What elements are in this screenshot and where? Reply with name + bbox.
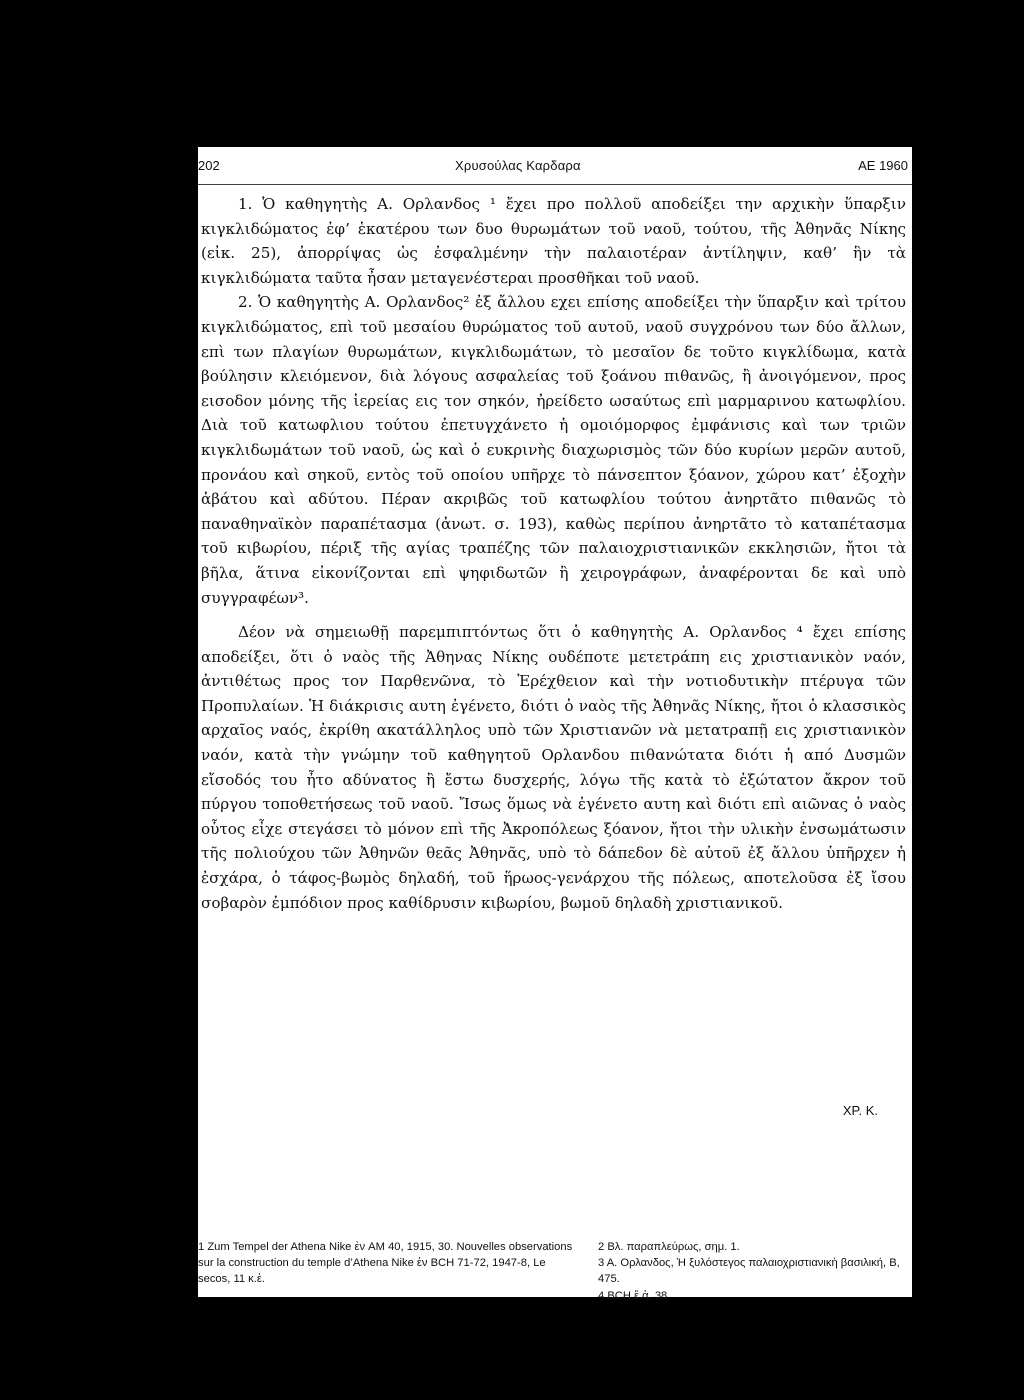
- footnote-2: 2 Βλ. παραπλεύρως, σημ. 1.: [598, 1241, 740, 1253]
- paragraph-1: 1. Ὁ καθηγητὴς Α. Ορλανδος ¹ ἔχει προ πολλοῦ αποδείξει την αρχικὴν ὕπαρξιν κιγκλιδώματος ἐφ’ ἑκατέρου των δυο θυρωμάτων τοῦ ναοῦ, τούτου, τῆς Ἀθηνᾶς Νίκης (εἰκ. 25), ἀπορρίψας ὡς ἐσφαλμένην τὴν παλαιοτέραν ἀντίληψιν, καθ’ ἣν τὰ κιγκλιδώματα ταῦτα ἦσαν μεταγενέστεραι προσθῆκαι τοῦ ναοῦ.: [201, 195, 906, 287]
- author-signature: ΧΡ. Κ.: [842, 1103, 878, 1118]
- footnote-3: 3 Α. Ορλανδος, Ἡ ξυλόστεγος παλαιοχριστιανικὴ βασιλική, Β, 475.: [598, 1257, 900, 1286]
- paragraph-3: Δέον νὰ σημειωθῇ παρεμπιπτόντως ὅτι ὁ καθηγητὴς Α. Ορλανδος ⁴ ἔχει επίσης αποδείξει, ὅτι ὁ ναὸς τῆς Ἀθηνας Νίκης ουδέποτε μετετράπη εις χριστιανικὸν ναόν, ἀντιθέτως προς τον Παρθενῶνα, τὸ Ἐρέχθειον καὶ τὴν νοτιοδυτικὴν πτέρυγα τῶν Προπυλαίων. Ἡ διάκρισις αυτη ἐγένετο, διότι ὁ ναὸς τῆς Ἀθηνᾶς Νίκης, ἤτοι ὁ κλασσικὸς αρχαῖος ναός, ἐκρίθη ακατάλληλος υπὸ τῶν Χριστιανῶν νὰ μετατραπῇ εις χριστιανικὸν ναόν, κατὰ τὴν γνώμην τοῦ καθηγητοῦ Ορλανδου πιθανώτατα διότι ἡ από Δυσμῶν εἴσοδός του ἦτο αδύνατος ἢ ἔστω δυσχερής, λόγω τῆς κατὰ τὸ ἐξώτατον ἄκρον τοῦ πύργου τοποθετήσεως τοῦ ναοῦ. Ἴσως ὅμως νὰ ἐγένετο αυτη καὶ διότι επὶ αιῶνας ὁ ναὸς οὗτος εἶχε στεγάσει τὸ μόνον επὶ τῆς Ἀκροπόλεως ξόανον, ἤτοι τὴν υλικὴν ἐνσωμάτωσιν τῆς πολιούχου τῶν Ἀθηνῶν θεᾶς Ἀθηνᾶς, υπὸ τὸ δάπεδον δὲ αὐτοῦ ἐξ ἄλλου ὑπῆρχεν ἡ ἐσχάρα, ὁ τάφος-βωμὸς δηλαδή, τοῦ ἥρωος-γενάρχου τῆς πόλεως, αποτελοῦσα ἐξ ἴσου σοβαρὸν ἐμπόδιον προς καθίδρυσιν κιβωρίου, βωμοῦ δηλαδὴ χριστιανικοῦ.: [201, 623, 906, 912]
- paragraph-2: 2. Ὁ καθηγητὴς Α. Ορλανδος² ἐξ ἄλλου εχει επίσης αποδείξει τὴν ὕπαρξιν καὶ τρίτου κιγκλιδώματος, επὶ τοῦ μεσαίου θυρώματος τοῦ αυτοῦ, ναοῦ συγχρόνου των δύο ἄλλων, επὶ των πλαγίων θυρωμάτων, κιγκλιδωμάτων, τὸ μεσαῖον δε τοῦτο κιγκλίδωμα, κατὰ βούλησιν κλειόμενον, διὰ λόγους ασφαλείας τοῦ ξοάνου πιθανῶς, ἢ ἀνοιγόμενον, προς εισοδον μόνης τῆς ἱερείας εις τον σηκόν, ἠρείδετο ωσαύτως επὶ μαρμαρινου κατωφλίου. Διὰ τοῦ κατωφλιου τούτου ἐπετυγχάνετο ἡ ομοιόμορφος ἐμφάνισις καὶ των τριῶν κιγκλιδωμάτων τοῦ ναοῦ, ὡς καὶ ὁ ευκρινὴς διαχωρισμὸς τῶν δύο κυρίων μερῶν αυτοῦ, προνάου καὶ σηκοῦ, εντὸς τοῦ οποίου υπῆρχε τὸ πάνσεπτον ξόανον, χώρου κατ’ ἐξοχὴν ἀβάτου καὶ αδύτου. Πέραν ακριβῶς τοῦ κατωφλίου τούτου ἀνηρτᾶτο πιθανῶς τὸ παναθηναϊκὸν παραπέτασμα (ἀνωτ. σ. 193), καθὼς περίπου ἀνηρτᾶτο τὸ καταπέτασμα τοῦ κιβωρίου, πέριξ τῆς αγίας τραπέζης τῶν παλαιοχριστιανικῶν εκκλησιῶν, ἤτοι τὰ βῆλα, ἅτινα εἰκονίζονται επὶ ψηφιδωτῶν ἢ χειρογράφων, ἀναφέρονται δε καὶ υπὸ συγγραφέων³.: [201, 293, 906, 607]
- page-number: 202: [198, 158, 220, 173]
- footnotes-left-column: [198, 1239, 578, 1288]
- footnote-1: 1 Zum Tempel der Athena Nike ἐν AM 40, 1915, 30. Nouvelles observations sur la construction du temple d’Athena Nike ἐν BCH 71-72, 1947-8, Le secos, 11 κ.ἑ.: [198, 1241, 573, 1286]
- running-title: Χρυσούλας Καρδαρα: [455, 158, 581, 173]
- footnotes-right-column: [598, 1239, 912, 1304]
- footnote-4: 4 BCH ἔ.ἀ. 38.: [598, 1289, 671, 1302]
- journal-reference: ΑΕ 1960: [858, 158, 908, 173]
- running-header: [198, 158, 912, 178]
- document-page: [198, 147, 912, 1302]
- header-rule: [198, 184, 912, 185]
- body-text: [201, 192, 906, 915]
